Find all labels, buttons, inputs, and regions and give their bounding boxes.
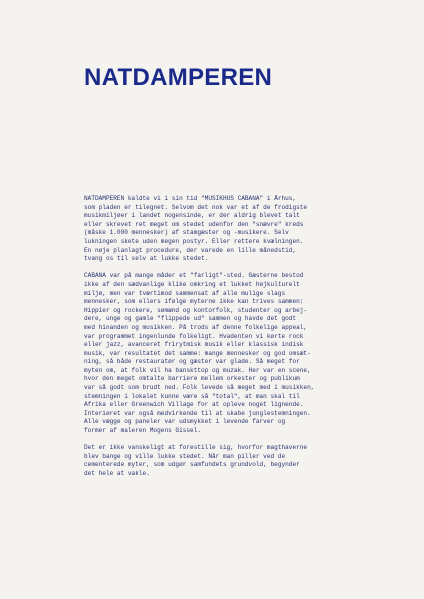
page-title: NATDAMPEREN bbox=[84, 64, 273, 91]
paragraph-intro: NATDAMPEREN kaldte vi i sin tid "MUSIKHUS CABANA" i Århus, som pladen er tilegnet. Selvom det nok var et af de frodigste musikmiljøer i landet nogensinde, er der aldrig blevet talt eller skrevet ret meget om stedet udenfor den "snævre" kreds (måske 1.000 mennesker) af stamgæster og -musikere. Selv lukningen skete uden megen postyr. Eller rettere kvælningen. En nøje planlagt procedure, der varede en lille månedstid, tvang os til selv at lukke stedet. bbox=[84, 195, 308, 263]
body-text bbox=[84, 195, 384, 487]
paragraph-cabana: CABANA var på mange måder et "farligt"-sted. Gæsterne bestod ikke af den sædvanlige klike omkring et lukket højkulturelt miljø, men var tværtimod sammensat af alle mulige slags mennesker, som ellers ifølge myterne ikke kan trives sammen: Hippier og rockere, sømænd og kontorfolk, studenter og arbej- dere, unge og gamle "flippede ud" sammen og havde det godt med hinanden og musikken. På trods af denne folkelige appeal, var programmet ingenlunde folkeligt. Hvadenten vi kørte rock eller jazz, avanceret frirytmisk musik eller klassisk indisk musik, var resultatet det samme: mange mennesker og god omsæt- ning, så både restauratør og gæster var glade. Så meget for myten om, at folk vil ha banskttop og muzak. Her var en scene, hvor den meget omtalte barriere mellem orkester og publikum var så godt som brudt ned. Folk levede så meget med i musikken, stemningen i lokalet kunne være så "total", at man skal til Afrika eller Greenwich Village for at opleve noget lignende. Interiøret var også medvirkende til at skabe junglestemningen. Alle vægge og paneler var udsmykket i levende farver og former af maleren Mogens Gissel. bbox=[84, 272, 315, 435]
paragraph-closing: Det er ikke vanskeligt at forestille sig, hvorfor magthaverne blev bange og ville lukke stedet. Når man piller ved de cementerede myter, som udgør samfundets grundvold, begynder det hele at vakle. bbox=[84, 444, 308, 477]
